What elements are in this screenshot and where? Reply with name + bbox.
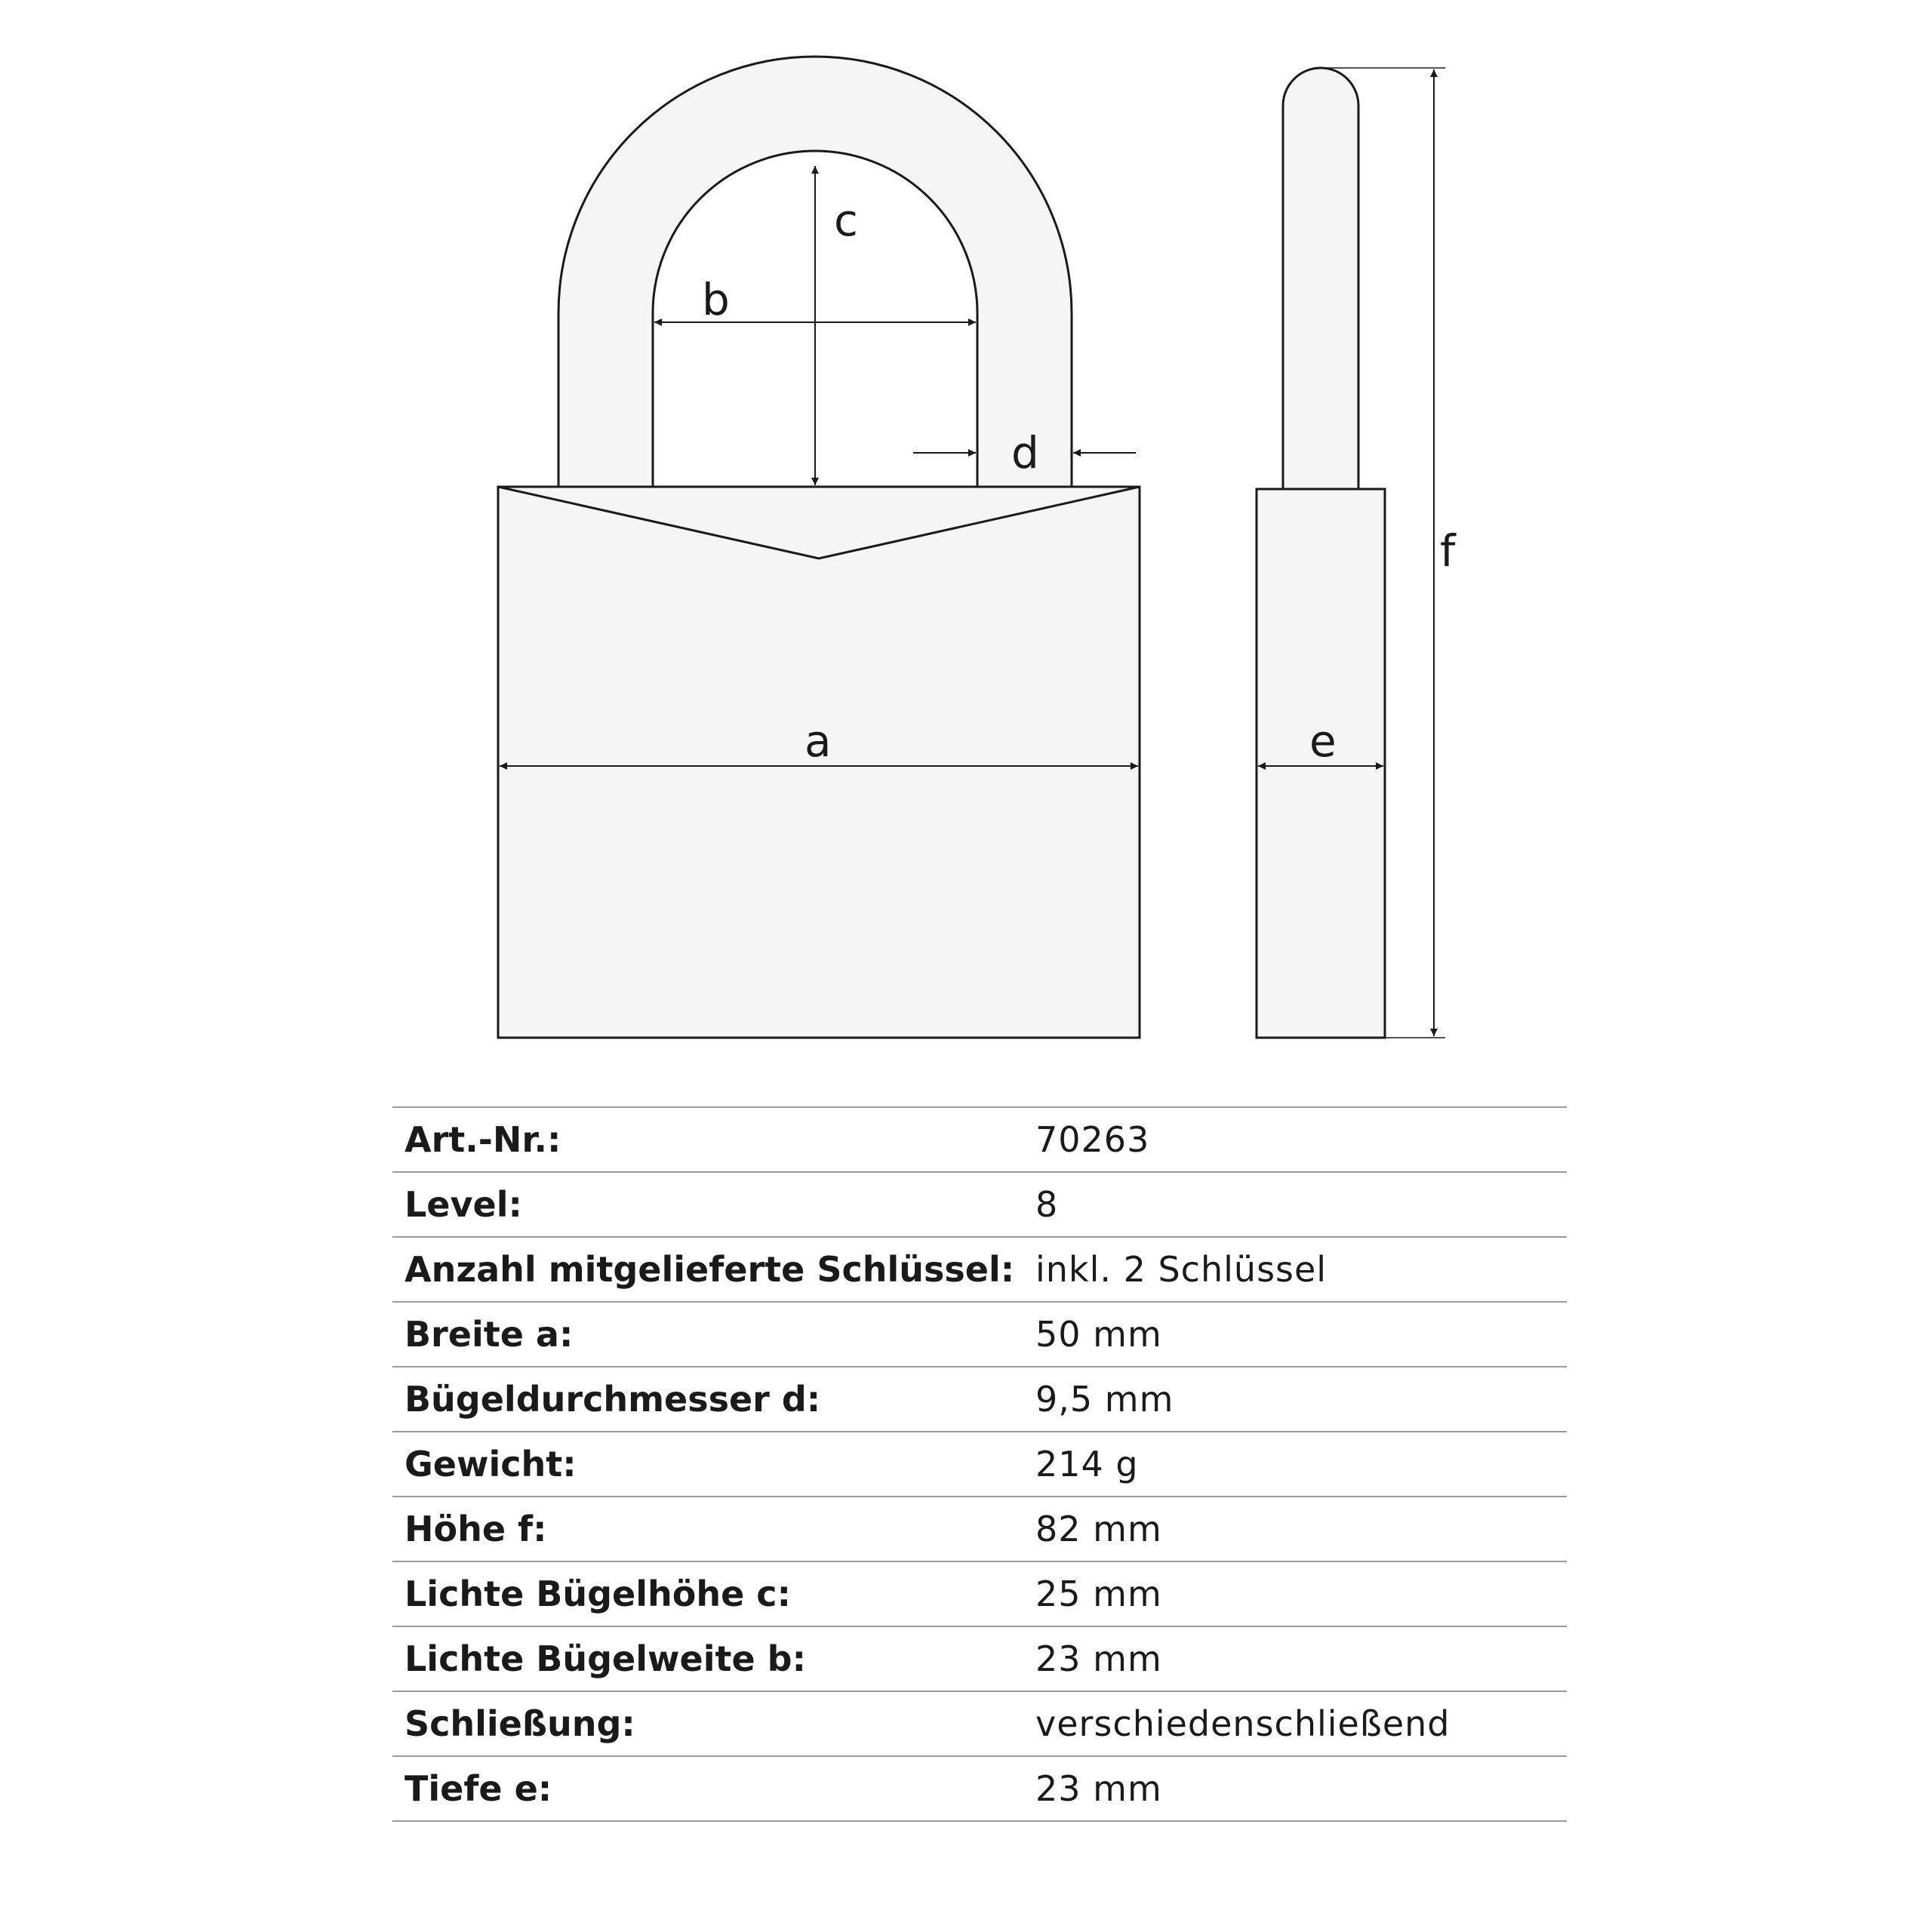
table-row: [392, 1756, 1567, 1821]
spec-value: 8: [1023, 1172, 1567, 1237]
shackle-side: [1283, 68, 1358, 489]
spec-key: Gewicht:: [392, 1432, 1023, 1497]
table-row: [392, 1107, 1567, 1172]
spec-key: Lichte Bügelhöhe c:: [392, 1561, 1023, 1626]
dimension-a-label: a: [804, 715, 832, 767]
dimension-d-label: d: [1011, 427, 1039, 478]
spec-key: Level:: [392, 1172, 1023, 1237]
spec-key: Bügeldurchmesser d:: [392, 1367, 1023, 1432]
spec-key: Breite a:: [392, 1302, 1023, 1367]
spec-value: 82 mm: [1023, 1497, 1567, 1561]
dimension-b-label: b: [702, 274, 730, 325]
table-row: [392, 1561, 1567, 1626]
spec-table: [392, 1106, 1567, 1822]
spec-value: 23 mm: [1023, 1626, 1567, 1691]
spec-value: 50 mm: [1023, 1302, 1567, 1367]
table-row: [392, 1432, 1567, 1497]
spec-key: Anzahl mitgelieferte Schlüssel:: [392, 1237, 1023, 1302]
spec-value: 9,5 mm: [1023, 1367, 1567, 1432]
table-row: [392, 1626, 1567, 1691]
table-row: [392, 1302, 1567, 1367]
table-row: [392, 1367, 1567, 1432]
table-row: [392, 1237, 1567, 1302]
spec-key: Schließung:: [392, 1691, 1023, 1756]
spec-key: Höhe f:: [392, 1497, 1023, 1561]
dimension-f-label: f: [1440, 525, 1456, 577]
spec-value: verschiedenschließend: [1023, 1691, 1567, 1756]
dimension-c-label: c: [834, 195, 858, 246]
spec-value: 70263: [1023, 1107, 1567, 1172]
spec-value: 214 g: [1023, 1432, 1567, 1497]
dimension-e-label: e: [1309, 715, 1337, 767]
table-row: [392, 1497, 1567, 1561]
table-row: [392, 1172, 1567, 1237]
spec-value: 23 mm: [1023, 1756, 1567, 1821]
spec-key: Art.-Nr.:: [392, 1107, 1023, 1172]
spec-key: Tiefe e:: [392, 1756, 1023, 1821]
spec-key: Lichte Bügelweite b:: [392, 1626, 1023, 1691]
spec-value: 25 mm: [1023, 1561, 1567, 1626]
table-row: [392, 1691, 1567, 1756]
spec-value: inkl. 2 Schlüssel: [1023, 1237, 1567, 1302]
